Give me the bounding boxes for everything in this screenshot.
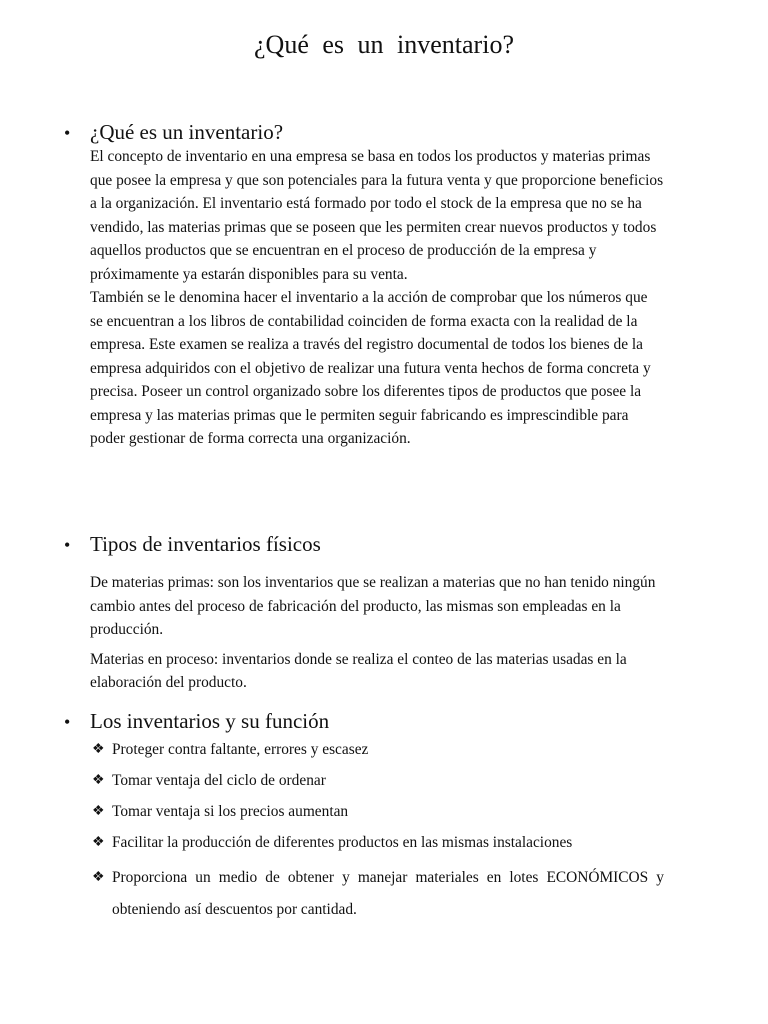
paragraph: De materias primas: son los inventarios que se realizan a materias que no han tenido ningún cambio antes del proceso de fabricación del producto, las mismas son empleadas en la producción.	[90, 574, 656, 638]
paragraph: El concepto de inventario en una empresa se basa en todos los productos y materias primas que posee la empresa y que son potenciales para la futura venta y que proporcione beneficios a la organización. El inventario está formado por todo el stock de la empresa que no se ha vendido, las materias primas que se poseen que les permiten crear nuevos productos y todos aquellos productos que se encuentran en el proceso de producción de la empresa y próximamente ya estarán disponibles para su venta.	[90, 148, 664, 283]
section-heading	[64, 532, 704, 557]
section-heading	[64, 120, 704, 145]
list-item-text: Tomar ventaja si los precios aumentan	[112, 803, 349, 820]
list-item-text: Proporciona un medio de obtener y manejar materiales en lotes ECONÓMICOS y obteniendo así descuentos por cantidad.	[112, 869, 664, 918]
diamond-ornament-icon: ❖	[92, 742, 105, 757]
section-heading	[64, 709, 704, 734]
diamond-ornament-icon: ❖	[92, 804, 105, 819]
bullet-icon: •	[64, 535, 71, 555]
list-item	[90, 769, 664, 792]
function-list	[90, 738, 664, 926]
list-item	[90, 862, 664, 926]
list-item-text: Proteger contra faltante, errores y escasez	[112, 741, 369, 758]
section-heading-text: Tipos de inventarios físicos	[90, 532, 321, 556]
diamond-ornament-icon: ❖	[92, 870, 105, 885]
diamond-ornament-icon: ❖	[92, 773, 105, 788]
list-item-text: Facilitar la producción de diferentes productos en las mismas instalaciones	[112, 834, 573, 851]
paragraph: Materias en proceso: inventarios donde se realiza el conteo de las materias usadas en la elaboración del producto.	[90, 650, 627, 691]
list-item	[90, 800, 664, 823]
paragraph: También se le denomina hacer el inventario a la acción de comprobar que los números que se encuentran a los libros de contabilidad coinciden de forma exacta con la realidad de la empresa. Este examen se realiza a través del registro documental de todos los bienes de la empresa adquiridos con el objetivo de realizar una futura venta hechos de forma concreta y precisa. Poseer un control organizado sobre los diferentes tipos de productos que posee la empresa y las materias primas que le permiten seguir fabricando es imprescindible para poder gestionar de forma correcta una organización.	[90, 289, 651, 447]
list-item	[90, 831, 664, 854]
list-item	[90, 738, 664, 761]
page-title: ¿Qué es un inventario?	[254, 30, 514, 59]
section-heading-text: ¿Qué es un inventario?	[90, 120, 284, 144]
list-item-text: Tomar ventaja del ciclo de ordenar	[112, 772, 326, 789]
section-what-is-inventory	[64, 120, 704, 451]
diamond-ornament-icon: ❖	[92, 835, 105, 850]
bullet-icon: •	[64, 123, 71, 143]
section-inventory-function	[64, 709, 704, 934]
bullet-icon: •	[64, 712, 71, 732]
section-heading-text: Los inventarios y su función	[90, 709, 330, 733]
section-physical-inventory-types	[64, 532, 704, 695]
